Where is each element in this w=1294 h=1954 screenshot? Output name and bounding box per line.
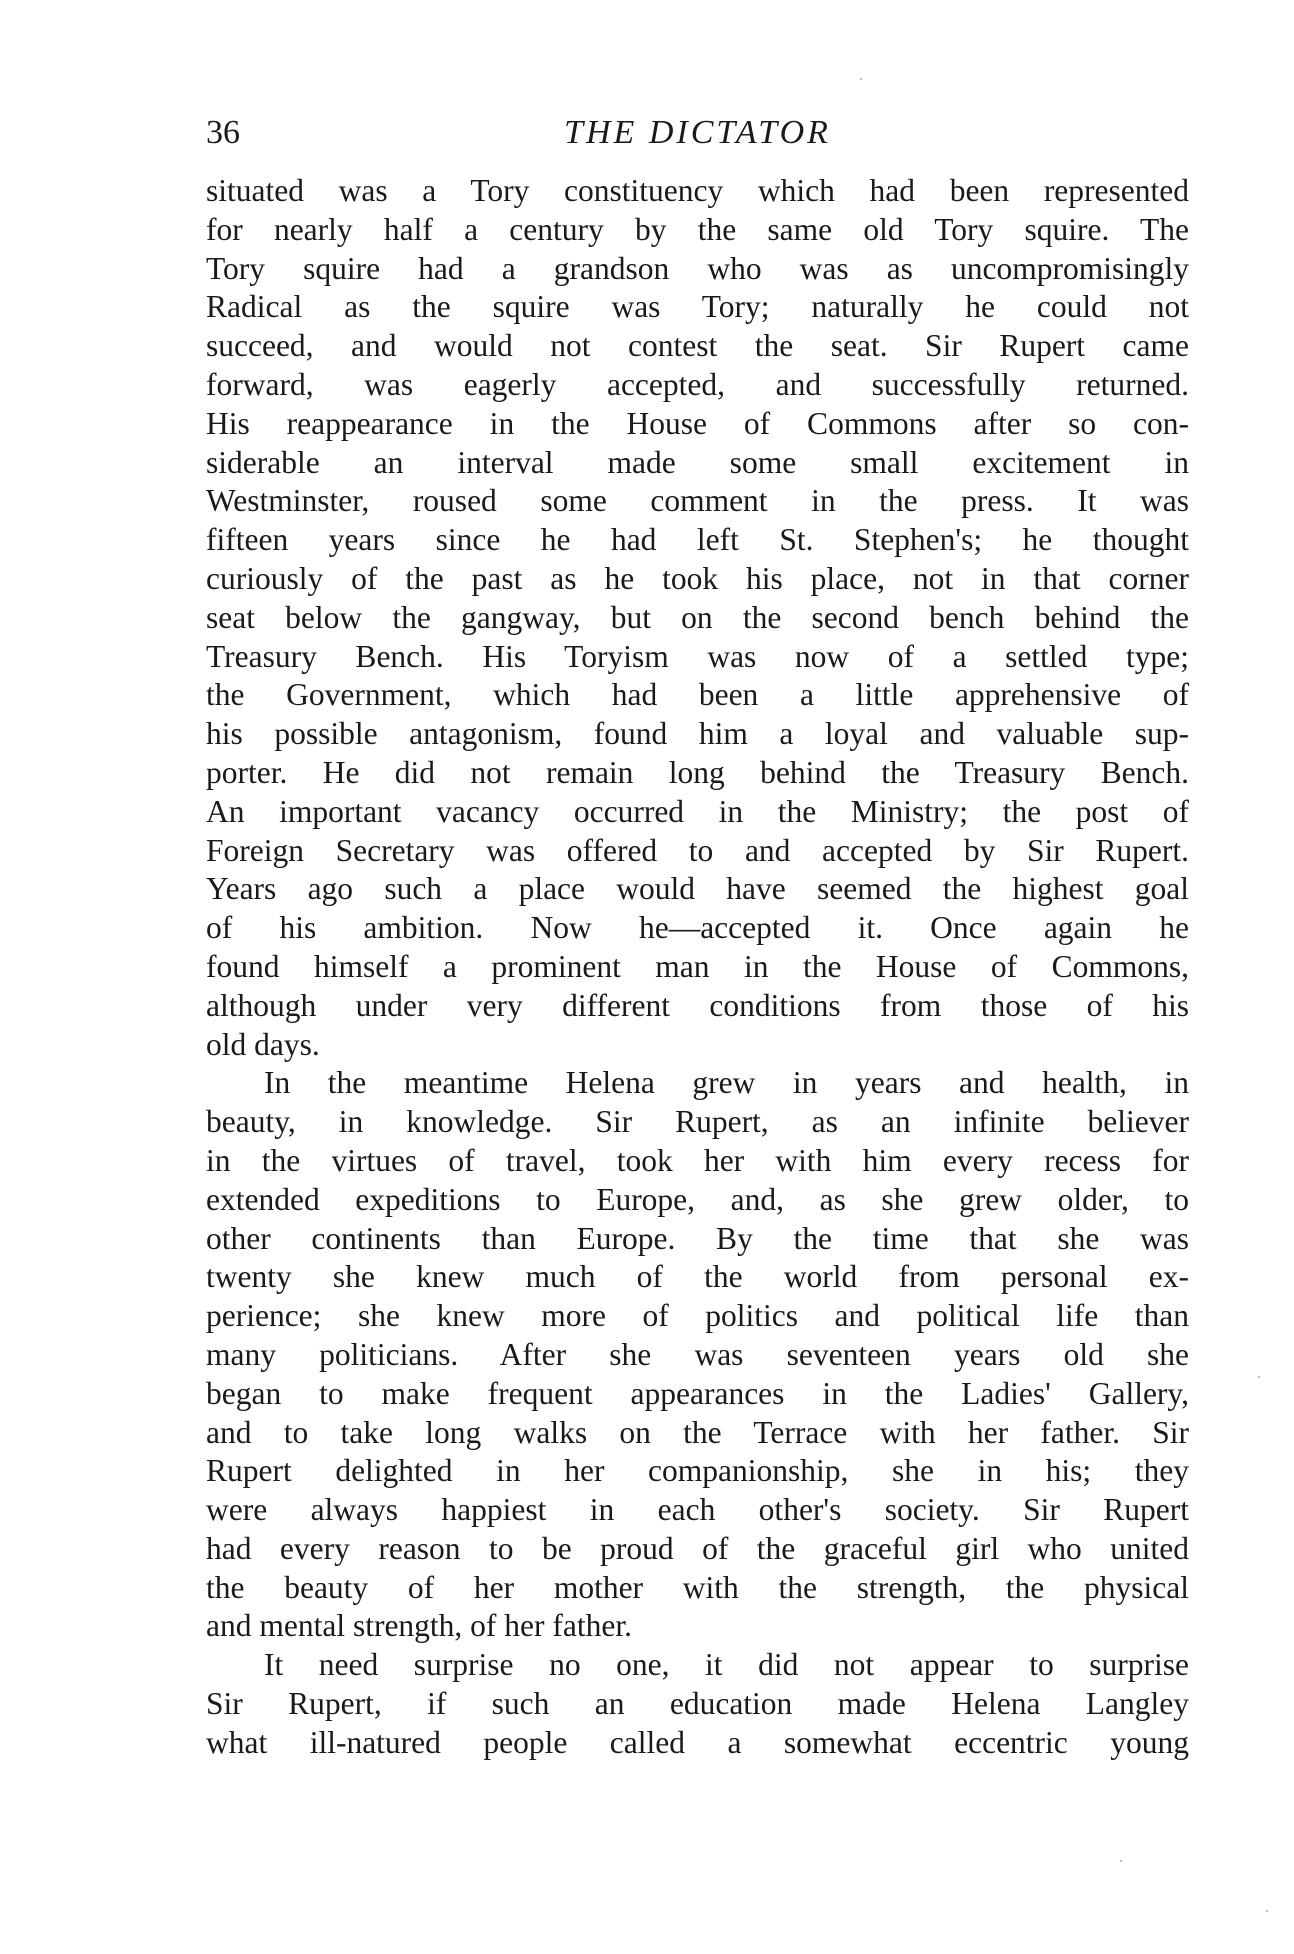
paper-speck	[1258, 1376, 1260, 1378]
text-line: old days.	[206, 1026, 320, 1062]
text-line: his possible antagonism, found him a loyal and valuable sup-	[206, 716, 1189, 752]
text-line: of his ambition. Now he—accepted it. Once again he	[206, 910, 1189, 946]
text-line: It need surprise no one, it did not appear to surprise	[264, 1647, 1189, 1683]
text-line: in the virtues of travel, took her with him every recess for	[206, 1142, 1189, 1178]
text-line: situated was a Tory constituency which had been represented	[206, 173, 1189, 208]
text-line: although under very different conditions from those of his	[206, 987, 1189, 1023]
text-line: extended expeditions to Europe, and, as she grew older, to	[206, 1181, 1189, 1217]
page-number: 36	[206, 114, 240, 151]
running-title: THE DICTATOR	[564, 114, 831, 151]
text-line: siderable an interval made some small excitement in	[206, 444, 1189, 480]
text-line: fifteen years since he had left St. Stephen's; he thought	[206, 522, 1189, 558]
text-line: for nearly half a century by the same old Tory squire. The	[206, 211, 1189, 247]
text-line: Westminster, roused some comment in the press. It was	[206, 483, 1189, 519]
text-line: Rupert delighted in her companionship, she in his; they	[206, 1453, 1189, 1489]
text-line: Sir Rupert, if such an education made Helena Langley	[206, 1686, 1189, 1722]
text-line: the beauty of her mother with the strength, the physical	[206, 1569, 1189, 1605]
text-line: Years ago such a place would have seemed the highest goal	[206, 871, 1189, 907]
text-line: In the meantime Helena grew in years and health, in	[264, 1065, 1189, 1101]
text-line: perience; she knew more of politics and political life than	[206, 1298, 1189, 1334]
text-line: Foreign Secretary was offered to and accepted by Sir Rupert.	[206, 832, 1189, 868]
paper-speck	[1120, 1860, 1122, 1862]
text-line: succeed, and would not contest the seat. Sir Rupert came	[206, 328, 1189, 364]
text-line: Tory squire had a grandson who was as uncompromisingly	[206, 250, 1189, 286]
text-line: many politicians. After she was seventeen years old she	[206, 1336, 1189, 1372]
text-line: had every reason to be proud of the graceful girl who united	[206, 1530, 1189, 1566]
text-line: and mental strength, of her father.	[206, 1608, 632, 1644]
page-header	[206, 108, 1189, 158]
text-line: seat below the gangway, but on the second bench behind the	[206, 599, 1189, 635]
paper-speck	[1266, 1910, 1268, 1912]
text-line: An important vacancy occurred in the Ministry; the post of	[206, 793, 1189, 829]
body-text	[206, 172, 1189, 1763]
text-line: Radical as the squire was Tory; naturally he could not	[206, 289, 1189, 325]
text-line: and to take long walks on the Terrace with her father. Sir	[206, 1414, 1189, 1450]
text-line: beauty, in knowledge. Sir Rupert, as an infinite believer	[206, 1104, 1189, 1140]
text-line: the Government, which had been a little apprehensive of	[206, 677, 1189, 713]
text-line: Treasury Bench. His Toryism was now of a settled type;	[206, 638, 1189, 674]
text-line: twenty she knew much of the world from personal ex-	[206, 1259, 1189, 1295]
text-line: began to make frequent appearances in the Ladies' Gallery,	[206, 1375, 1189, 1411]
text-line: found himself a prominent man in the House of Commons,	[206, 948, 1189, 984]
text-line: what ill-natured people called a somewhat eccentric young	[206, 1724, 1189, 1760]
text-line: forward, was eagerly accepted, and successfully returned.	[206, 366, 1189, 402]
text-line: other continents than Europe. By the time that she was	[206, 1220, 1189, 1256]
paper-speck	[860, 78, 862, 80]
text-line: were always happiest in each other's society. Sir Rupert	[206, 1492, 1189, 1528]
text-line: porter. He did not remain long behind the Treasury Bench.	[206, 754, 1189, 790]
text-line: curiously of the past as he took his place, not in that corner	[206, 560, 1189, 596]
text-line: His reappearance in the House of Commons after so con-	[206, 405, 1189, 441]
